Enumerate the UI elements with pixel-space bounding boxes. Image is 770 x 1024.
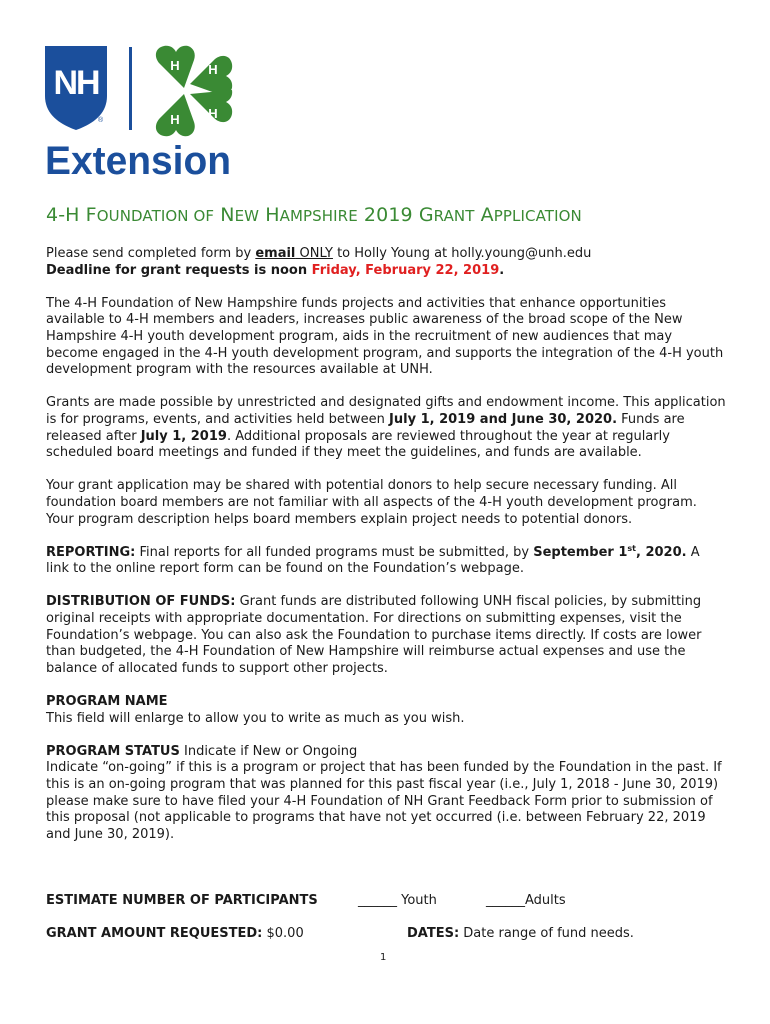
- deadline-date: Friday, February 22, 2019: [311, 262, 500, 278]
- grant-amount-field[interactable]: $0.00: [262, 926, 304, 941]
- dates-label: DATES:: [407, 926, 460, 941]
- email-emphasis: email: [255, 246, 296, 261]
- page-number: 1: [380, 952, 387, 963]
- intro-block: Please send completed form by email ONLY to Holly Young at holly.young@unh.edu Deadline for grant requests is noon Friday, February 22, 2019.: [46, 246, 592, 278]
- grant-row: [46, 926, 634, 941]
- logo-divider: [129, 47, 132, 130]
- participants-label: ESTIMATE NUMBER OF PARTICIPANTS: [46, 893, 318, 908]
- svg-text:H: H: [208, 106, 218, 121]
- program-name-field[interactable]: This field will enlarge to allow you to write as much as you wish.: [46, 710, 465, 726]
- youth-count-field[interactable]: ______ Youth: [358, 893, 437, 908]
- program-status-section: PROGRAM STATUS Indicate if New or Ongoing Indicate “on-going” if this is a program or project that has been funded by the Foundation in the past. If this is an on-going program that was planned for this past fiscal year (i.e., July 1, 2018 - June 30, 2019) please make sure to have filed your 4-H Foundation of NH Grant Feedback Form prior to submission of this proposal (not applicable to programs that have not yet occurred (i.e. between February 22, 2019 and June 30, 2019).: [46, 743, 722, 842]
- page-title: 4-H FOUNDATION OF NEW HAMPSHIRE 2019 GRANT APPLICATION: [46, 204, 582, 226]
- unh-extension-4h-logo: [44, 44, 244, 179]
- dates-field[interactable]: Date range of fund needs.: [459, 926, 634, 941]
- application-body: [46, 246, 726, 860]
- participants-row: [46, 893, 566, 908]
- program-status-label: PROGRAM STATUS: [46, 743, 180, 759]
- adults-count-field[interactable]: ______Adults: [486, 893, 566, 908]
- program-name-section: [46, 694, 726, 727]
- four-h-clover-icon: [156, 46, 232, 136]
- grants-paragraph: Grants are made possible by unrestricted and designated gifts and endowment income. This application is for programs, events, and activities held between July 1, 2019 and June 30, 2020. Funds are released after July 1, 2019. Additional proposals are reviewed throughout the year at regularly scheduled board meetings and funded if they meet the guidelines, and funds are available.: [46, 395, 726, 461]
- svg-text:H: H: [170, 58, 180, 73]
- sharing-paragraph: Your grant application may be shared with potential donors to help secure necessary funding. All foundation board members are not familiar with all aspects of the 4-H youth development program. Your program description helps board members explain project needs to potential donors.: [46, 478, 697, 527]
- distribution-paragraph: DISTRIBUTION OF FUNDS: Grant funds are distributed following UNH fiscal policies, by submitting original receipts with appropriate documentation. For directions on submitting expenses, visit the Foundation’s webpage. You can also ask the Foundation to purchase items directly. If costs are lower than budgeted, the 4-H Foundation of New Hampshire will reimburse actual expenses and use the balance of allocated funds to support other projects.: [46, 594, 702, 676]
- program-status-field[interactable]: Indicate if New or Ongoing: [179, 743, 358, 759]
- svg-text:H: H: [170, 112, 180, 127]
- purpose-paragraph: The 4-H Foundation of New Hampshire funds projects and activities that enhance opportunities available to 4-H members and leaders, increases public awareness of the broad scope of the New Hampshire 4-H youth development program, aids in the recruitment of new audiences that may become engaged in the 4-H youth development program, and supports the integration of the 4-H youth development program with the resources available at UNH.: [46, 295, 724, 378]
- program-name-label: PROGRAM NAME: [46, 694, 168, 710]
- grant-amount-label: GRANT AMOUNT REQUESTED:: [46, 926, 263, 941]
- svg-text:®: ®: [98, 117, 104, 124]
- extension-wordmark: Extension: [45, 139, 231, 179]
- svg-text:H: H: [208, 62, 218, 77]
- unh-shield-letters: NH: [53, 64, 99, 102]
- reporting-paragraph: REPORTING: Final reports for all funded programs must be submitted, by September 1st, 2020. A link to the online report form can be found on the Foundation’s webpage.: [46, 543, 700, 577]
